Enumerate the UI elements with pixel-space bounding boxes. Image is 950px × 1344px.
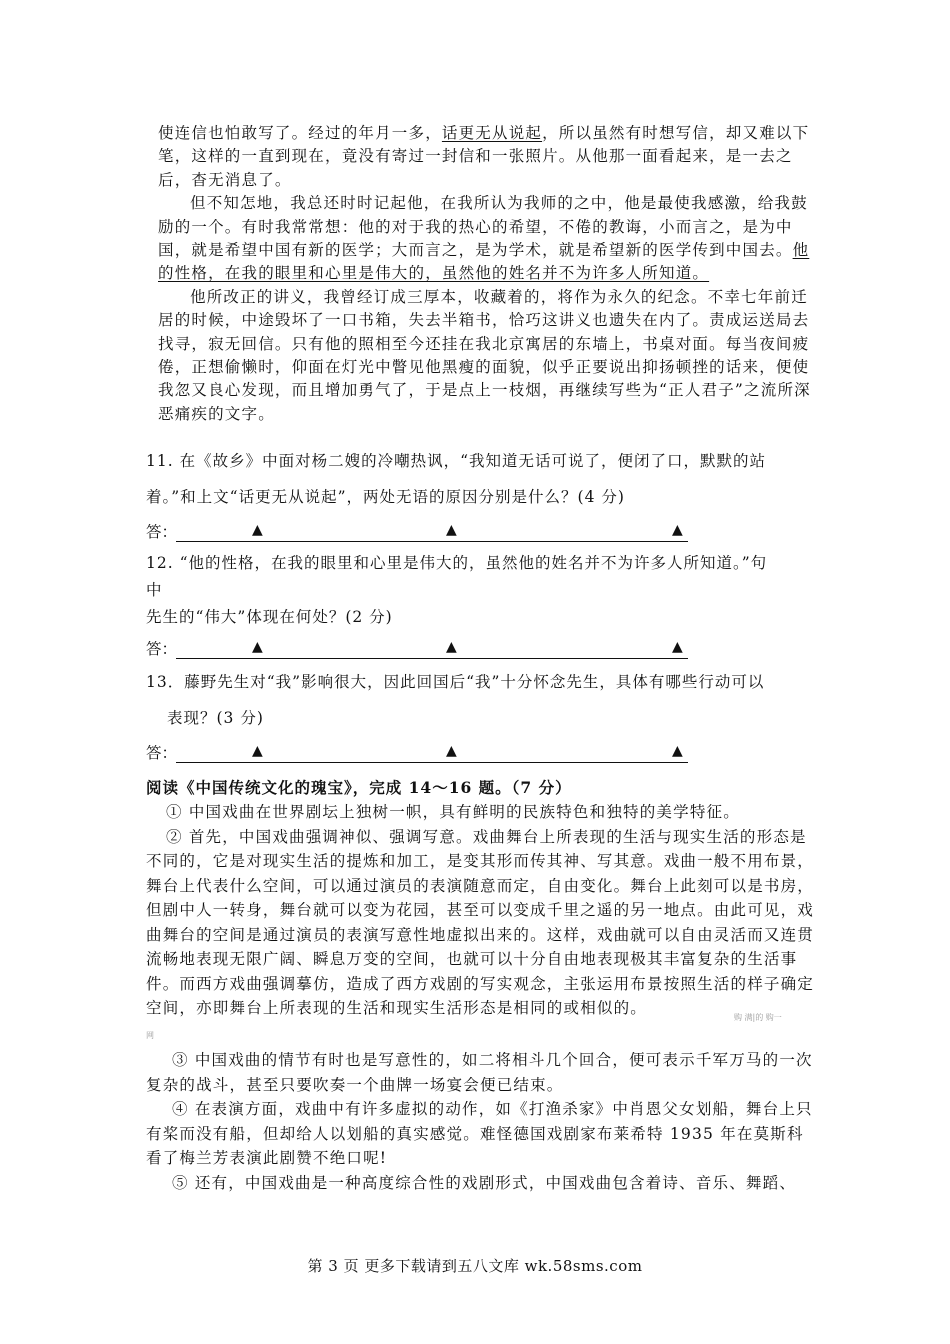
watermark-fragment: 购 满|的 购一 [734,1013,782,1022]
reading-paragraph-1: ① 中国戏曲在世界剧坛上独树一帜，具有鲜明的民族特色和独特的美学特征。 [166,803,740,821]
reading-paragraph-3: ③ 中国戏曲的情节有时也是写意性的，如二将相斗几个回合，便可表示千军万马的一次复杂的战斗，甚至只要吹奏一个曲牌一场宴会便已结束。 [146,1051,813,1094]
question-11: 11. 在《故乡》中面对杨二嫂的冷嘲热讽，“我知道无话可说了，便闭了口，默默的站 着。”和上文“话更无从说起”，两处无语的原因分别是什么？(4 分) [146,452,767,506]
reading-paragraph-5: ⑤ 还有，中国戏曲是一种高度综合性的戏剧形式，中国戏曲包含着诗、音乐、舞蹈、 [172,1173,797,1192]
answer-line-13[interactable]: 答： ▲ ▲ ▲ [146,741,706,765]
question-13: 13．藤野先生对“我”影响很大，因此回国后“我”十分怀念先生，具体有哪些行动可以 表现？(3 分) [146,673,765,727]
page-footer: 第 3 页 更多下载请到五八文库 wk.58sms.com [307,1257,643,1275]
answer-line-11[interactable]: 答： ▲ ▲ ▲ [146,520,706,544]
triangle-icon: ▲ [672,639,683,655]
triangle-icon: ▲ [446,522,457,538]
question-12: 12. “他的性格，在我的眼里和心里是伟大的，虽然他的姓名并不为许多人所知道。”句 中 先生的“伟大”体现在何处？(2 分) [146,554,768,626]
passage-paragraph-2: 但不知怎地，我总还时时记起他，在我所认为我师的之中，他是最使我感激，给我鼓励的一个。有时我常常想：他的对于我的热心的希望，不倦的教诲，小而言之，是为中国，就是希望中国有新的医学；大而言之，是为学术，就是希望新的医学传到中国去。他的性格，在我的眼里和心里是伟大的，虽然他的姓名并不为许多人所知道。 [158,194,810,283]
reading-heading: 阅读《中国传统文化的瑰宝》，完成 14～16 题。（7 分） [146,778,572,797]
passage-fujino [158,122,818,426]
triangle-icon: ▲ [446,743,457,759]
passage-paragraph-3: 他所改正的讲义，我曾经订成三厚本，收藏着的，将作为永久的纪念。不幸七年前迁居的时候，中途毁坏了一口书箱，失去半箱书，恰巧这讲义也遗失在内了。责成运送局去找寻，寂无回信。只有他的照相至今还挂在我北京寓居的东墙上，书桌对面。每当夜间疲倦，正想偷懒时，仰面在灯光中瞥见他黑瘦的面貌，似乎正要说出抑扬顿挫的话来，便使我忽又良心发现，而且增加勇气了，于是点上一枝烟，再继续写些为“正人君子”之流所深恶痛疾的文字。 [158,287,811,423]
reading-paragraph-4: ④ 在表演方面，戏曲中有许多虚拟的动作，如《打渔杀家》中肖恩父女划船，舞台上只有桨而没有船，但却给人以划船的真实感觉。难怪德国戏剧家布莱希特 1935 年在莫斯科看了梅兰芳表演此剧赞不绝口呢! [146,1100,813,1167]
triangle-icon: ▲ [252,522,263,538]
triangle-icon: ▲ [252,639,263,655]
reading-passage-part1 [146,800,816,1021]
underlined-phrase: 话更无从说起 [441,124,543,142]
answer-line-12[interactable]: 答： ▲ ▲ ▲ [146,637,706,661]
triangle-icon: ▲ [252,743,263,759]
watermark-fragment: 网 [146,1031,154,1040]
underlined-sentence: 他的性格，在我的眼里和心里是伟大的，虽然他的姓名并不为许多人所知道。 [158,241,810,283]
triangle-icon: ▲ [672,522,683,538]
reading-passage-part2 [146,1048,816,1195]
triangle-icon: ▲ [672,743,683,759]
reading-paragraph-2: ② 首先，中国戏曲强调神似、强调写意。戏曲舞台上所表现的生活与现实生活的形态是不同的，它是对现实生活的提炼和加工，是变其形而传其神、写其意。戏曲一般不用布景，舞台上代表什么空间，可以通过演员的表演随意而定，自由变化。舞台上此刻可以是书房，但剧中人一转身，舞台就可以变为花园，甚至可以变成千里之遥的另一地点。由此可见，戏曲舞台的空间是通过演员的表演写意性地虚拟出来的。这样，戏曲就可以自由灵活而又连贯流畅地表现无限广阔、瞬息万变的空间，也就可以十分自由地表现极其丰富复杂的生活事件。而西方戏曲强调摹仿，造成了西方戏剧的写实观念，主张运用布景按照生活的样子确定空间，亦即舞台上所表现的生活和现实生活形态是相同的或相似的。 [146,827,815,1017]
passage-paragraph-1: 使连信也怕敢写了。经过的年月一多，话更无从说起，所以虽然有时想写信，却又难以下笔，这样的一直到现在，竟没有寄过一封信和一张照片。从他那一面看起来，是一去之后，杳无消息了。 [158,124,810,189]
triangle-icon: ▲ [446,639,457,655]
